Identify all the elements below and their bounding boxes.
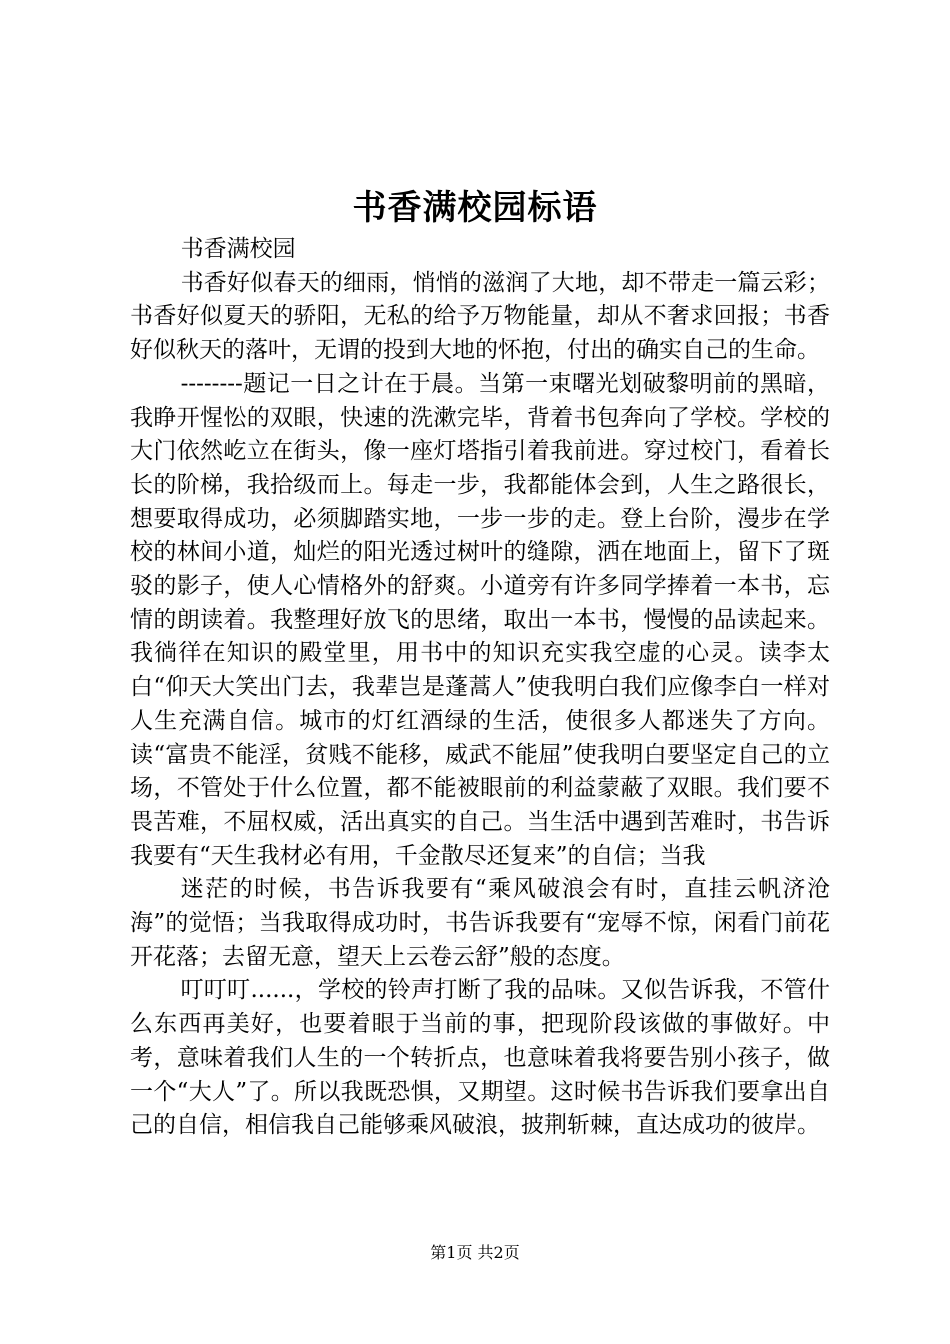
paragraph-heading: 书香满校园 [180, 236, 296, 262]
paragraph: --------题记一日之计在于晨。当第一束曙光划破黎明前的黑暗，我睁开惺忪的双眼，快速的洗漱完毕，背着书包奔向了学校。学校的大门依然屹立在街头，像一座灯塔指引着我前进。穿过校门，看着长长的阶梯，我拾级而上。每走一步，我都能体会到，人生之路很长，想要取得成功，必须脚踏实地，一步一步的走。登上台阶，漫步在学校的林间小道，灿烂的阳光透过树叶的缝隙，洒在地面上，留下了斑驳的影子，使人心情格外的舒爽。小道旁有许多同学捧着一本书，忘情的朗读着。我整理好放飞的思绪，取出一本书，慢慢的品读起来。我徜徉在知识的殿堂里，用书中的知识充实我空虚的心灵。读李太白“仰天大笑出门去，我辈岂是蓬蒿人”使我明白我们应像李白一样对人生充满自信。城市的灯红酒绿的生活，使很多人都迷失了方向。读“富贵不能淫，贫贱不能移，威武不能屈”使我明白要坚定自己的立场，不管处于什么位置，都不能被眼前的利益蒙蔽了双眼。我们要不畏苦难，不屈权威，活出真实的自己。当生活中遇到苦难时，书告诉我要有“天生我材必有用，千金散尽还复来”的自信；当我 [130, 370, 830, 869]
paragraph: 叮叮叮......，学校的铃声打断了我的品味。又似告诉我，不管什么东西再美好，也要着眼于当前的事，把现阶段该做的事做好。中考，意味着我们人生的一个转折点，也意味着我将要告别小孩子，做一个“大人”了。所以我既恐惧，又期望。这时候书告诉我们要拿出自己的自信，相信我自己能够乘风破浪，披荆斩棘，直达成功的彼岸。 [130, 977, 830, 1139]
paragraph: 书香好似春天的细雨，悄悄的滋润了大地，却不带走一篇云彩；书香好似夏天的骄阳，无私的给予万物能量，却从不奢求回报；书香好似秋天的落叶，无谓的投到大地的怀抱，付出的确实自己的生命。 [130, 269, 830, 364]
document-body [130, 233, 830, 1143]
paragraph: 迷茫的时候，书告诉我要有“乘风破浪会有时，直挂云帆济沧海”的觉悟；当我取得成功时，书告诉我要有“宠辱不惊，闲看门前花开花落；去留无意，望天上云卷云舒”般的态度。 [130, 876, 830, 970]
page-number-footer: 第1页 共2页 [430, 1243, 520, 1262]
page-title: 书香满校园标语 [352, 188, 598, 228]
